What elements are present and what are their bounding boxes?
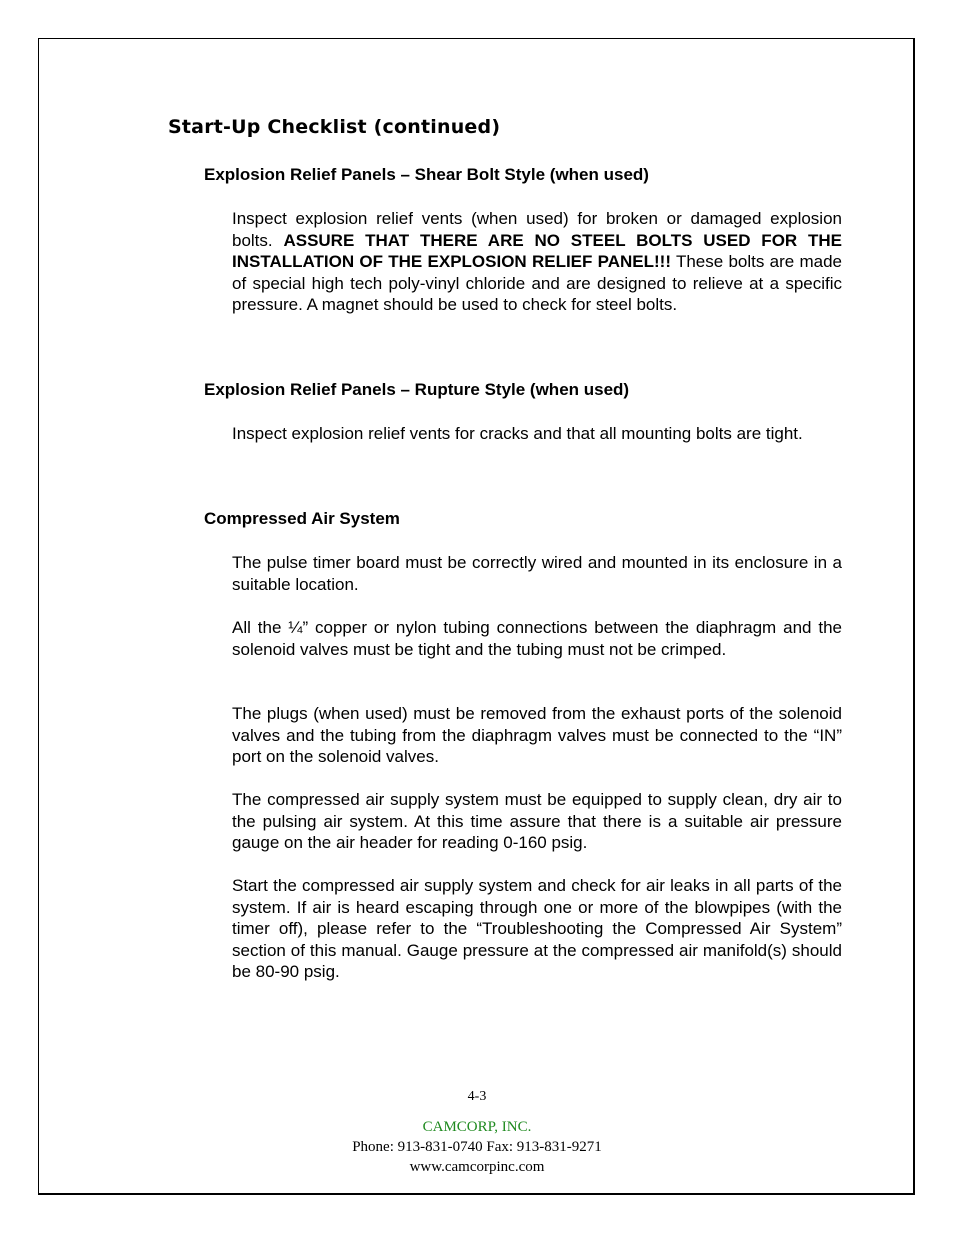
page-title: Start-Up Checklist (continued): [168, 116, 501, 138]
section-heading-shear-bolt: Explosion Relief Panels – Shear Bolt Style (when used): [204, 165, 649, 184]
section-heading-rupture: Explosion Relief Panels – Rupture Style (when used): [204, 380, 630, 399]
paragraph-timer-board: The pulse timer board must be correctly wired and mounted in its enclosure in a suitable location.: [232, 553, 842, 594]
paragraph-rupture: Inspect explosion relief vents for cracks and that all mounting bolts are tight.: [232, 424, 803, 443]
paragraph-air-supply: The compressed air supply system must be equipped to supply clean, dry air to the pulsing air system. At this time assure that there is a suitable air pressure gauge on the air header for reading 0-160 psig.: [232, 790, 842, 853]
paragraph-shear-bolt: [232, 208, 842, 316]
section-heading-compressed-air: Compressed Air System: [204, 509, 400, 528]
paragraph-text: Inspect explosion relief vents (when used) for broken or damaged explosion bolts.: [232, 209, 842, 250]
paragraph-tubing: All the ¼” copper or nylon tubing connections between the diaphragm and the solenoid valves must be tight and the tubing must not be crimped.: [232, 618, 842, 659]
paragraph-plugs: The plugs (when used) must be removed from the exhaust ports of the solenoid valves and the tubing from the diaphragm valves must be connected to the “IN” port on the solenoid valves.: [232, 704, 842, 767]
paragraph-start-system: Start the compressed air supply system and check for air leaks in all parts of the system. If air is heard escaping through one or more of the blowpipes (with the timer off), please refer to the “Troubleshooting the Compressed Air System” section of this manual. Gauge pressure at the compressed air manifold(s) should be 80-90 psig.: [232, 876, 842, 982]
paragraph-text: These bolts are made of special high tech poly-vinyl chloride and are designed to relieve at a specific pressure. A magnet should be used to check for steel bolts.: [232, 252, 842, 315]
company-website: www.camcorpinc.com: [409, 1159, 545, 1175]
page-number: 4-3: [467, 1089, 487, 1104]
contact-phone-fax: Phone: 913-831-0740 Fax: 913-831-9271: [352, 1139, 602, 1155]
warning-text: ASSURE THAT THERE ARE NO STEEL BOLTS USED FOR THE INSTALLATION OF THE EXPLOSION RELIEF PANEL!!!: [232, 230, 843, 272]
company-name: CAMCORP, INC.: [422, 1119, 532, 1135]
